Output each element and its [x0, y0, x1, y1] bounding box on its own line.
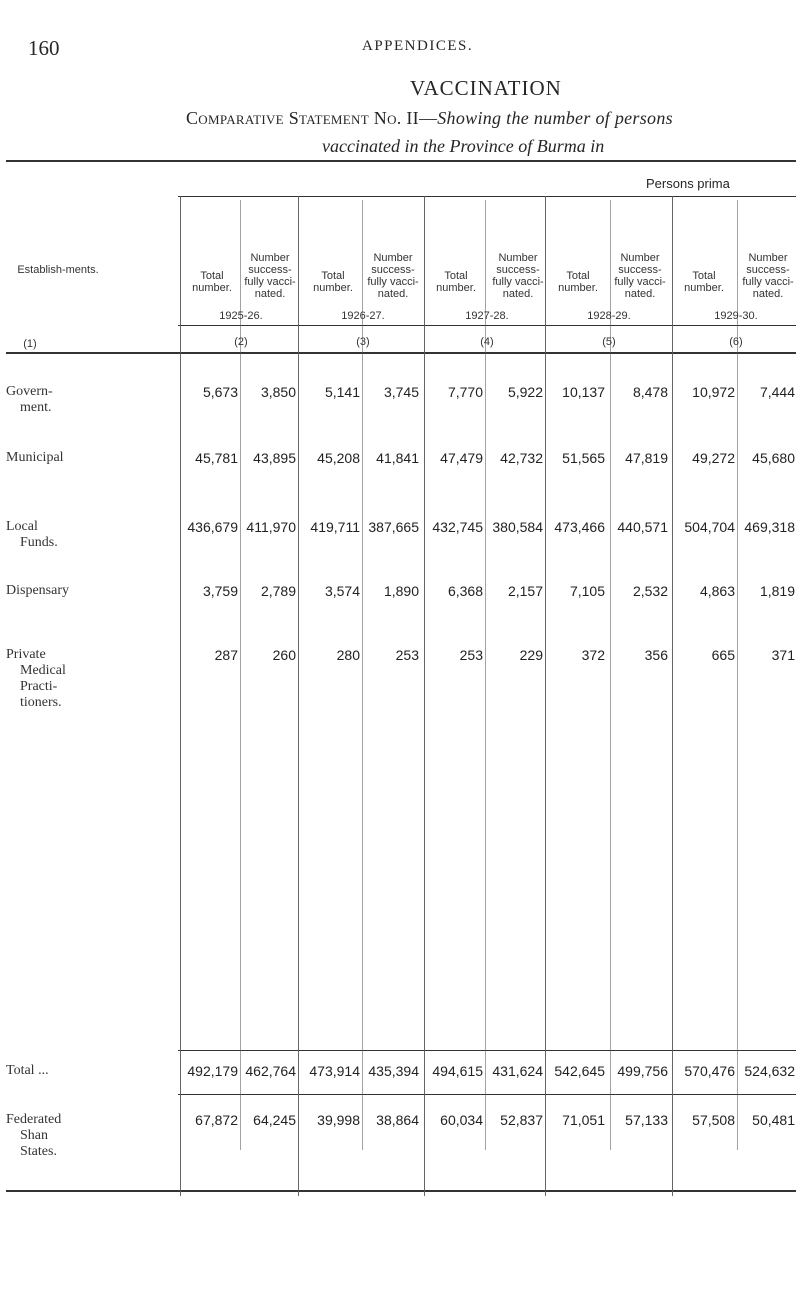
table-cell: 436,679 [187, 519, 238, 535]
table-cell: 440,571 [617, 519, 668, 535]
column-divider [545, 196, 546, 1196]
vaccinated-header: Number success-fully vacci-nated. [742, 252, 794, 300]
table-cell: 253 [395, 647, 419, 663]
table-cell: 3,745 [383, 384, 419, 400]
federated-cell: 64,245 [253, 1112, 296, 1128]
vaccinated-header: Number success-fully vacci-nated. [244, 252, 296, 300]
page-title: VACCINATION [410, 76, 562, 100]
table-cell: 47,819 [625, 450, 668, 466]
table-cell: 380,584 [492, 519, 543, 535]
vaccinated-header: Number success-fully vacci-nated. [367, 252, 419, 300]
table-cell: 411,970 [246, 519, 296, 535]
table-cell: 3,759 [202, 583, 238, 599]
running-head: APPENDICES. [362, 38, 474, 54]
column-number: (5) [602, 336, 616, 348]
federated-cell: 71,051 [562, 1112, 605, 1128]
total-number-header: Total number. [313, 270, 353, 294]
table-cell: 280 [336, 647, 360, 663]
total-number-header: Total number. [436, 270, 476, 294]
federated-cell: 57,133 [625, 1112, 668, 1128]
subtitle-italic: Showing the number of persons [437, 108, 673, 128]
table-cell: 2,157 [507, 583, 543, 599]
row-label: Dispensary [6, 583, 69, 598]
column-divider [180, 196, 181, 1196]
table-cell: 51,565 [562, 450, 605, 466]
year-header: 1927-28. [465, 310, 509, 322]
column-divider [424, 196, 425, 1196]
total-row-label: Total ... [6, 1063, 49, 1078]
table-cell: 4,863 [699, 583, 735, 599]
total-bottom-rule [178, 1094, 796, 1095]
subtitle-line2: vaccinated in the Province of Burma in [322, 136, 605, 156]
federated-row-label: Federated Shan States. [6, 1112, 62, 1159]
table-cell: 47,479 [440, 450, 483, 466]
federated-cell: 38,864 [376, 1112, 419, 1128]
row-label: Private Medical Practi- tioners. [6, 647, 66, 710]
table-cell: 7,105 [569, 583, 605, 599]
table-cell: 372 [581, 647, 605, 663]
table-cell: 2,789 [260, 583, 296, 599]
column-number: (2) [234, 336, 248, 348]
total-cell: 499,756 [617, 1063, 668, 1079]
table-cell: 1,890 [383, 583, 419, 599]
federated-cell: 60,034 [440, 1112, 483, 1128]
table-cell: 5,673 [202, 384, 238, 400]
table-cell: 387,665 [368, 519, 419, 535]
column-number: (3) [356, 336, 370, 348]
total-number-header: Total number. [558, 270, 598, 294]
group-header-rule [178, 196, 796, 197]
year-header: 1926-27. [341, 310, 385, 322]
first-col-header: Establish-ments. [17, 264, 99, 276]
table-cell: 3,850 [260, 384, 296, 400]
total-number-header: Total number. [192, 270, 232, 294]
year-header: 1928-29. [587, 310, 631, 322]
table-cell: 42,732 [500, 450, 543, 466]
total-cell: 494,615 [432, 1063, 483, 1079]
row-label: Local Funds. [6, 519, 58, 550]
table-cell: 7,770 [447, 384, 483, 400]
table-cell: 229 [519, 647, 543, 663]
table-cell: 8,478 [632, 384, 668, 400]
federated-cell: 39,998 [317, 1112, 360, 1128]
federated-cell: 67,872 [195, 1112, 238, 1128]
total-top-rule [178, 1050, 796, 1051]
table-cell: 665 [711, 647, 735, 663]
table-cell: 45,781 [195, 450, 238, 466]
year-header: 1925-26. [219, 310, 263, 322]
header-bottom-rule [6, 352, 796, 354]
table-cell: 260 [272, 647, 296, 663]
total-cell: 542,645 [554, 1063, 605, 1079]
table-cell: 3,574 [324, 583, 360, 599]
year-header: 1929-30. [714, 310, 758, 322]
table-cell: 7,444 [759, 384, 795, 400]
total-cell: 570,476 [684, 1063, 735, 1079]
first-col-number: (1) [23, 338, 37, 350]
table-cell: 49,272 [692, 450, 735, 466]
table-cell: 5,922 [507, 384, 543, 400]
total-cell: 431,624 [492, 1063, 543, 1079]
column-number: (6) [729, 336, 743, 348]
subheader-rule [178, 325, 796, 326]
vaccinated-header: Number success-fully vacci-nated. [614, 252, 666, 300]
page-number: 160 [28, 36, 60, 60]
total-cell: 435,394 [368, 1063, 419, 1079]
table-cell: 432,745 [432, 519, 483, 535]
column-divider [298, 196, 299, 1196]
table-cell: 469,318 [744, 519, 795, 535]
table-cell: 1,819 [759, 583, 795, 599]
subtitle [186, 108, 673, 129]
table-cell: 371 [771, 647, 795, 663]
table-cell: 419,711 [310, 519, 360, 535]
table-cell: 473,466 [554, 519, 605, 535]
federated-cell: 52,837 [500, 1112, 543, 1128]
table-cell: 45,208 [317, 450, 360, 466]
subtitle-prefix: Comparative Statement No. II— [186, 108, 438, 128]
table-cell: 6,368 [447, 583, 483, 599]
total-cell: 492,179 [187, 1063, 238, 1079]
total-cell: 462,764 [245, 1063, 296, 1079]
table-cell: 287 [214, 647, 238, 663]
row-label: Govern- ment. [6, 384, 53, 415]
federated-cell: 57,508 [692, 1112, 735, 1128]
table-cell: 253 [459, 647, 483, 663]
table-cell: 10,137 [562, 384, 605, 400]
total-cell: 524,632 [744, 1063, 795, 1079]
column-divider [672, 196, 673, 1196]
table-cell: 45,680 [752, 450, 795, 466]
table-cell: 2,532 [632, 583, 668, 599]
vaccinated-header: Number success-fully vacci-nated. [492, 252, 544, 300]
table-top-rule [6, 160, 796, 162]
group-header: Persons prima [646, 176, 730, 191]
table-cell: 356 [644, 647, 668, 663]
table-cell: 10,972 [692, 384, 735, 400]
total-number-header: Total number. [684, 270, 724, 294]
total-cell: 473,914 [309, 1063, 360, 1079]
table-bottom-rule [6, 1190, 796, 1192]
column-number: (4) [480, 336, 494, 348]
table-cell: 43,895 [253, 450, 296, 466]
federated-cell: 50,481 [752, 1112, 795, 1128]
table-cell: 504,704 [684, 519, 735, 535]
table-cell: 5,141 [324, 384, 360, 400]
table-cell: 41,841 [376, 450, 419, 466]
row-label: Municipal [6, 450, 64, 465]
